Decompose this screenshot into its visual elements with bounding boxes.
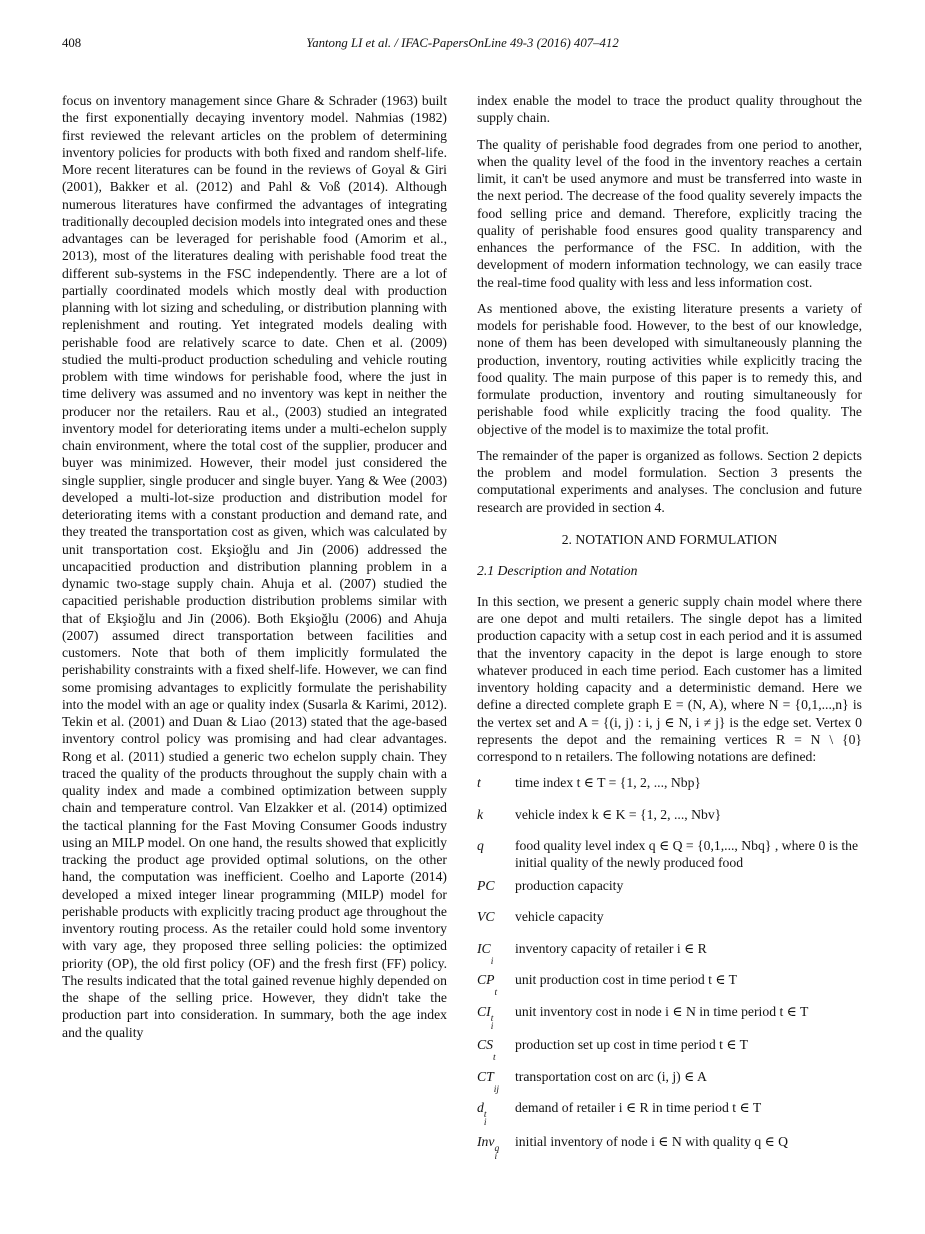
- page-number: 408: [62, 36, 82, 50]
- body-paragraph: The remainder of the paper is organized as follows. Section 2 depicts the problem and model formulation. Section 3 presents the computational experiments and analyses. The conclusion and future research are provided in section 4.: [477, 447, 862, 515]
- notation-description: inventory capacity of retailer i ∈ R: [515, 940, 707, 956]
- notation-row: [477, 940, 862, 966]
- notation-row: [477, 806, 862, 832]
- notation-symbol-scripts: ij: [493, 1084, 500, 1095]
- page-header: [62, 36, 863, 54]
- notation-description: demand of retailer i ∈ R in time period t ∈ T: [515, 1100, 762, 1116]
- notation-symbol: Inv q i: [477, 1133, 500, 1162]
- notation-row: [477, 837, 862, 871]
- notation-symbol: VC: [477, 909, 495, 925]
- notation-description: production capacity: [515, 877, 624, 893]
- notation-description: initial inventory of node i ∈ N with quality q ∈ Q: [515, 1133, 789, 1149]
- notation-description: vehicle index k ∈ K = {1, 2, ..., Nbv}: [515, 806, 722, 822]
- notation-row: [477, 971, 862, 997]
- notation-row: [477, 774, 862, 800]
- notation-description: production set up cost in time period t ∈ T: [515, 1037, 749, 1053]
- notation-symbol: d t i: [477, 1100, 487, 1129]
- notation-row: [477, 1133, 862, 1161]
- body-paragraph: In this section, we present a generic supply chain model where there are one depot and multi retailers. The single depot has a limited production capacity with a setup cost in each period and it is assumed that the inventory capacity in the depot is large enough to store whatever produced in each time period. Each customer has a limited inventory holding capacity and a deterministic demand. Here we define a directed complete graph E = (N, A), where N = {0,1,...,n} is the vertex set and A = {(i, j) : i, j ∈ N, i ≠ j} is the edge set. Vertex 0 represents the depot and the remaining vertices R = N \ {0} correspond to n retailers. The following notations are defined:: [477, 593, 862, 764]
- notation-description: unit inventory cost in node i ∈ N in time period t ∈ T: [515, 1003, 809, 1019]
- right-column: [477, 92, 862, 1166]
- section-heading: 2. NOTATION AND FORMULATION: [561, 531, 778, 547]
- notation-row: [477, 1099, 862, 1127]
- notation-row: [477, 1036, 862, 1062]
- notation-symbol: q: [477, 838, 484, 854]
- notation-symbol: t: [477, 775, 481, 791]
- notation-row: [477, 1003, 862, 1031]
- notation-description: food quality level index q ∈ Q = {0,1,..., Nbq} , where 0 is the initial quality of the newly produced food: [515, 838, 859, 871]
- notation-symbol-scripts: i: [490, 956, 494, 967]
- notation-symbol-scripts: t: [494, 988, 498, 999]
- body-paragraph: focus on inventory management since Ghare & Schrader (1963) built the first exponentially decaying inventory model. Nahmias (1982) first reviewed the relevant articles on the problem of determining inventory policies for products with both fixed and random shelf-life. More recent literatures can be found in the reviews of Goyal & Giri (2001), Bakker et al. (2012) and Pahl & Voß (2014). Although numerous literatures have confirmed the advantages of integrating traditionally decoupled decision models into integrated ones and these advantages can be leveraged for perishable food (Amorim et al., 2013), most of the literatures dealing with perishable food treat the different sub-systems in the FSC independently. There are a lot of partially coordinated models which mostly deal with production planning with lot sizing and scheduling, or distribution planning with replenishment and routing. Yet integrated models dealing with perishable food are relatively scarce to date. Chen et al. (2009) studied the multi-product production scheduling and vehicle routing problem with time windows for perishable food, where the just in time delivery was assumed and no inventory was kept in neither the producer nor the retailers. Rau et al., (2003) studied an integrated inventory model for deteriorating items under a multi-echelon supply chain environment, where the total cost of the supplier, producer and buyer was minimized. However, their model just considered the single supplier, single producer and single buyer. Yang & Wee (2003) developed a multi-lot-size production and distribution model for deteriorating items with a constant production and demand rate, and they treated the transportation cost as given, which was calculated by unit transportation cost. Ekşioğlu and Jin (2006) addressed the uncapacitied production and distribution planning problem in a dynamic two-stage supply chain. Ahuja et al. (2007) studied the capacitied perishable production distribution problems similar with that of Ekşioğlu and Jin (2006). Both Ekşioğlu (2006) and Ahuja (2007) assumed direct transportation between facilities and customers. Note that both of them implicitly formulated the perishability constraints with a fixed shelf-life. However, we can find some promising advantages to explicitly formulate the perishability into the model with an age or quality index (Susarla & Karimi, 2012). Tekin et al. (2001) and Duan & Liao (2013) stated that the age-based inventory control policy was promising and had clear advantages. Rong et al. (2011) studied a generic two echelon supply chain. They traced the quality of the products throughout the supply chain with a quality index and made a combined optimization between supply chain and temperature control. Van Elzakker et al. (2014) optimized the tactical planning for the Fast Moving Consumer Goods industry using an MILP model. On one hand, the results showed that explicitly tracking the product age provided optimal solutions, on the other hand, the computation was inefficient. Coelho and Laporte (2014) developed a mixed integer linear programming (MILP) model for perishable products with explicitly tracing product age throughout the inventory routing process. As the retailer could hold some inventory with vary age, they proposed three selling policies: the optimized priority (OP), the old first policy (OF) and the fresh first (FF) policy. The results indicated that the total gained revenue highly depended on the shape of the selling price. However, they didn't take the production part into consideration. In summary, both the age index and the quality: [62, 93, 447, 1040]
- notation-symbol: PC: [477, 877, 495, 893]
- notation-symbol: CS t: [477, 1037, 496, 1064]
- left-column: [62, 92, 447, 1166]
- notation-symbol: CP t: [477, 972, 498, 999]
- notation-symbol: IC i: [477, 940, 494, 967]
- notation-list: [477, 774, 862, 1161]
- body-paragraph: As mentioned above, the existing literature presents a variety of models for perishable food. However, to the best of our knowledge, none of them has been developed with simultaneously planning the production, inventory, routing activities while explicitly tracing the food quality. The main purpose of this paper is to remedy this, and formulate production, inventory and routing simultaneously for perishable food while explicitly tracing the food quality. The objective of the model is to maximize the total profit.: [477, 300, 862, 437]
- notation-symbol-scripts: t i: [490, 1013, 494, 1032]
- body-paragraph: index enable the model to trace the product quality throughout the supply chain.: [477, 93, 862, 126]
- notation-description: time index t ∈ T = {1, 2, ..., Nbp}: [515, 775, 701, 791]
- notation-symbol: CI t i: [477, 1003, 494, 1032]
- notation-symbol-scripts: q i: [494, 1143, 500, 1162]
- notation-symbol: k: [477, 806, 484, 822]
- two-column-body: [62, 92, 863, 1166]
- body-paragraph: The quality of perishable food degrades from one period to another, when the quality level of the food in the inventory reaches a certain limit, it can't be used anymore and must be transferred into waste in the next period. The decrease of the food quality severely impacts the food selling price and demand. Therefore, explicitly tracing the quality of perishable food ensures good quality transparency and enhances the performance of the FSC. In addition, with the development of modern information technology, we can easily trace the real-time food quality with less and less information cost.: [477, 136, 862, 290]
- notation-description: transportation cost on arc (i, j) ∈ A: [515, 1068, 707, 1084]
- subsection-heading: 2.1 Description and Notation: [477, 562, 638, 578]
- notation-row: [477, 908, 862, 934]
- notation-row: [477, 1068, 862, 1094]
- notation-description: unit production cost in time period t ∈ T: [515, 972, 738, 988]
- notation-symbol-scripts: t: [492, 1053, 496, 1064]
- notation-symbol: CT ij: [477, 1068, 500, 1095]
- notation-description: vehicle capacity: [515, 909, 604, 925]
- running-head-citation: Yantong LI et al. / IFAC-PapersOnLine 49-3 (2016) 407–412: [306, 36, 619, 50]
- notation-row: [477, 877, 862, 903]
- notation-symbol-scripts: t i: [483, 1110, 487, 1129]
